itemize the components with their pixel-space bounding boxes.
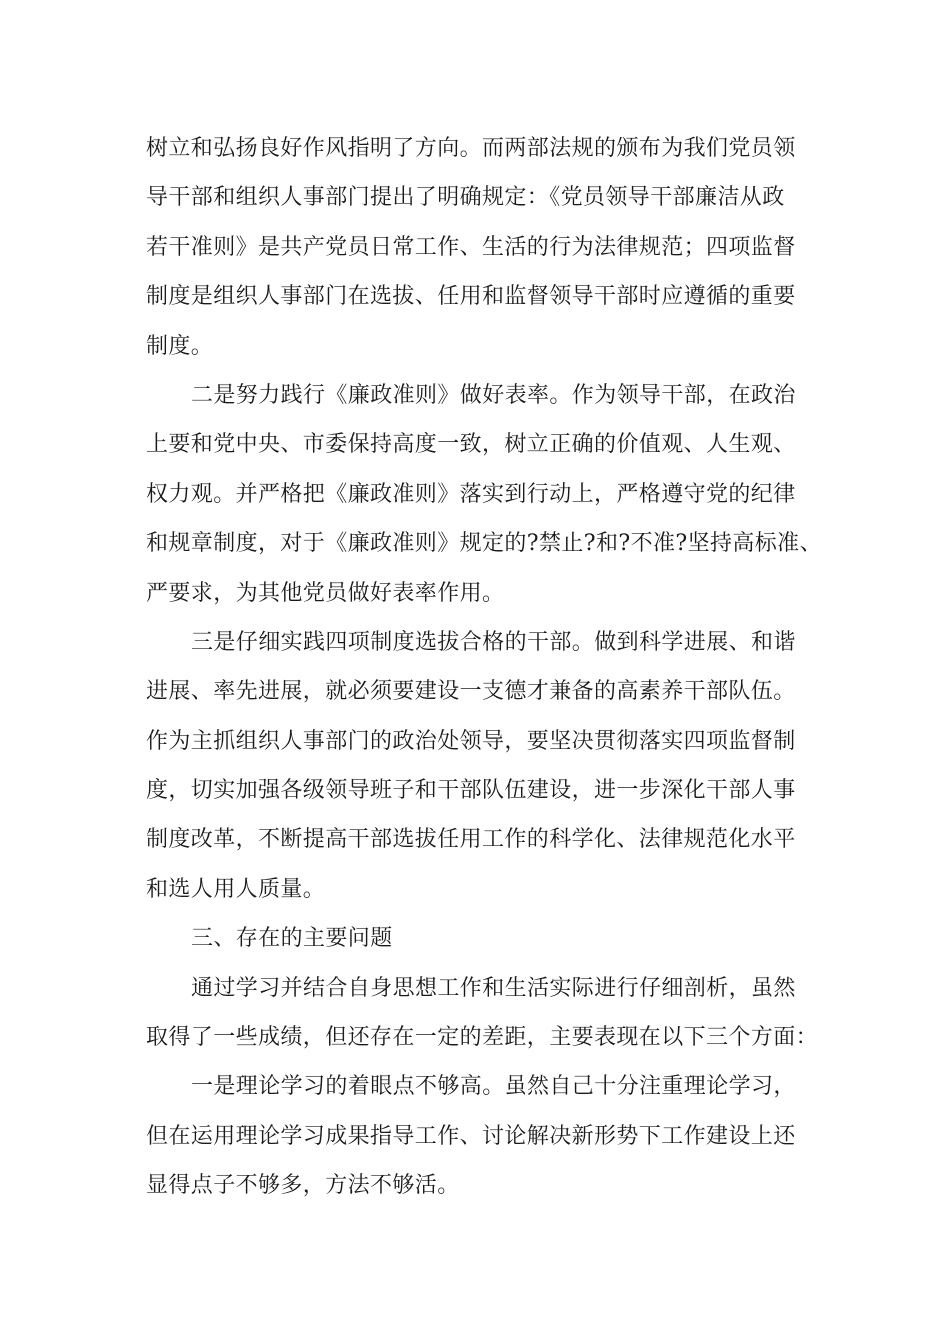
text-line: 制度改革，不断提高干部选拔任用工作的科学化、法律规范化水平 [146, 827, 796, 853]
section-heading: 三、存在的主要问题 [191, 926, 393, 952]
document-body [146, 124, 826, 1211]
text-line: 和规章制度，对于《廉政准则》规定的?禁止?和?不准?坚持高标准、 [146, 531, 822, 557]
text-line: 度，切实加强各级领导班子和干部队伍建设，进一步深化干部人事 [146, 778, 796, 804]
paragraph-start-line: 通过学习并结合自身思想工作和生活实际进行仔细剖析，虽然 [191, 975, 796, 1001]
text-line: 显得点子不够多，方法不够活。 [146, 1173, 460, 1199]
paragraph-start-line: 二是努力践行《廉政准则》做好表率。作为领导干部，在政治 [191, 382, 796, 408]
text-line: 制度是组织人事部门在选拔、任用和监督领导干部时应遵循的重要 [146, 284, 796, 310]
text-line: 制度。 [146, 333, 214, 359]
text-line: 若干准则》是共产党员日常工作、生活的行为法律规范；四项监督 [146, 234, 796, 260]
text-line: 取得了一些成绩，但还存在一定的差距，主要表现在以下三个方面： [146, 1025, 819, 1051]
paragraph-start-line: 一是理论学习的着眼点不够高。虽然自己十分注重理论学习， [191, 1074, 796, 1100]
text-line: 和选人用人质量。 [146, 876, 326, 902]
text-line: 树立和弘扬良好作风指明了方向。而两部法规的颁布为我们党员领 [146, 136, 796, 161]
text-line: 作为主抓组织人事部门的政治处领导，要坚决贯彻落实四项监督制 [146, 728, 796, 754]
paragraph-start-line: 三是仔细实践四项制度选拔合格的干部。做到科学进展、和谐 [191, 629, 796, 655]
text-line: 上要和党中央、市委保持高度一致，树立正确的价值观、人生观、 [146, 432, 796, 458]
text-line: 进展、率先进展，就必须要建设一支德才兼备的高素养干部队伍。 [146, 679, 796, 705]
text-line: 但在运用理论学习成果指导工作、讨论解决新形势下工作建设上还 [146, 1123, 796, 1149]
text-line: 权力观。并严格把《廉政准则》落实到行动上，严格遵守党的纪律 [146, 481, 796, 507]
text-line: 导干部和组织人事部门提出了明确规定：《党员领导干部廉洁从政 [146, 185, 785, 211]
text-line: 严要求，为其他党员做好表率作用。 [146, 580, 505, 606]
